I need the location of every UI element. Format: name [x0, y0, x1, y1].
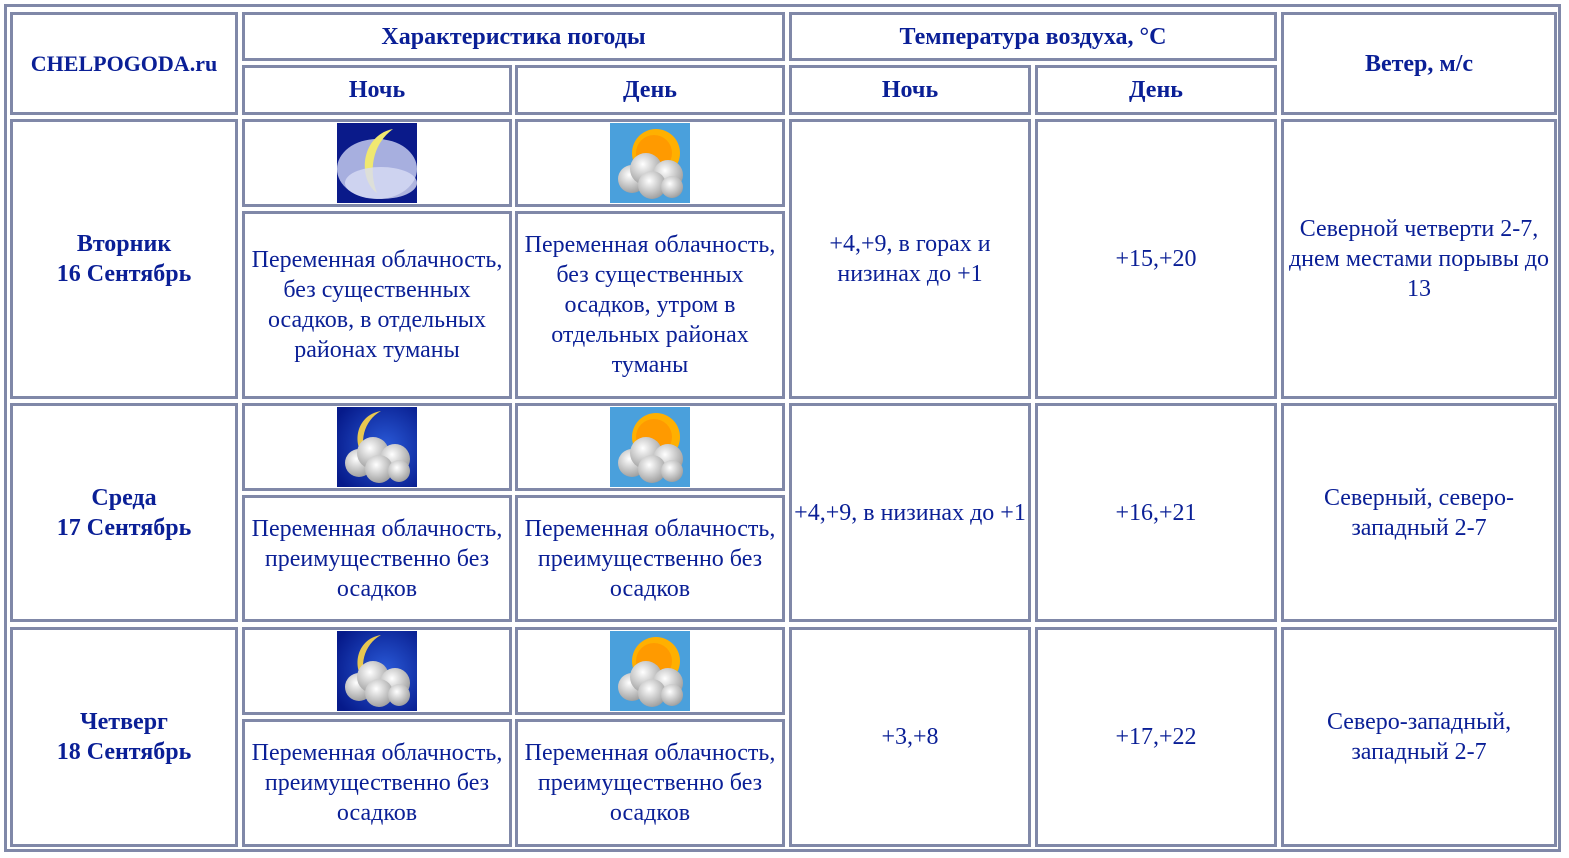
site-name: CHELPOGODA.ru [30, 50, 218, 76]
wind-text: Северо-западный, западный 2-7 [1326, 709, 1512, 765]
header-weather-day [515, 65, 785, 115]
moon-cloud-icon [337, 407, 417, 487]
date-cell [10, 627, 238, 847]
night-icon-cell [242, 627, 512, 715]
night-icon-cell [242, 119, 512, 207]
day-description [515, 495, 785, 622]
day-description-text: Переменная облачность, преимущественно без осадков [524, 515, 776, 602]
night-description-text: Переменная облачность, преимущественно без осадков [251, 515, 503, 602]
wind-text: Северный, северо-западный 2-7 [1323, 484, 1515, 541]
header-weather-char [242, 12, 785, 61]
night-description [242, 495, 512, 622]
day-description [515, 719, 785, 847]
header-day-label: День [623, 77, 677, 103]
day-description-text: Переменная облачность, преимущественно без осадков [524, 740, 776, 826]
wind [1281, 119, 1557, 399]
temp-day [1035, 403, 1277, 622]
day-icon-cell [515, 627, 785, 715]
temp-day-text: +16,+21 [1115, 499, 1197, 526]
header-night-label: Ночь [881, 77, 939, 103]
date: 17 Сентябрь [56, 514, 192, 541]
night-description-text: Переменная облачность, без существенных осадков, в отдельных районах туманы [251, 247, 503, 363]
temp-night-text: +3,+8 [881, 724, 939, 750]
wind [1281, 627, 1557, 847]
header-weather-night [242, 65, 512, 115]
date: 18 Сентябрь [56, 739, 192, 765]
wind [1281, 403, 1557, 622]
temp-day-text: +17,+22 [1115, 724, 1197, 750]
header-temp-day [1035, 65, 1277, 115]
header-night-label: Ночь [348, 77, 406, 103]
date-cell [10, 119, 238, 399]
header-day-label: День [1129, 77, 1183, 103]
sun-cloud-icon [610, 631, 690, 711]
header-wind-label: Ветер, м/с [1364, 50, 1474, 77]
temp-night-text: +4,+9, в горах и низинах до +1 [829, 231, 991, 287]
temp-day-text: +15,+20 [1115, 246, 1197, 272]
weekday: Среда [91, 484, 157, 511]
day-description [515, 211, 785, 399]
weekday: Вторник [76, 231, 172, 257]
temp-night [789, 403, 1031, 622]
temp-night [789, 627, 1031, 847]
wind-text: Северной четверти 2-7, днем местами порывы до 13 [1288, 216, 1550, 302]
header-air-temp [789, 12, 1277, 61]
temp-day [1035, 119, 1277, 399]
day-description-text: Переменная облачность, без существенных осадков, утром в отдельных районах туманы [524, 232, 776, 378]
header-wind [1281, 12, 1557, 115]
day-icon-cell [515, 119, 785, 207]
date: 16 Сентябрь [56, 261, 192, 287]
night-description-text: Переменная облачность, преимущественно без осадков [251, 740, 503, 826]
site-logo [10, 12, 238, 115]
weekday: Четверг [80, 709, 168, 735]
day-icon-cell [515, 403, 785, 491]
header-weather-char-label: Характеристика погоды [381, 23, 646, 50]
moon-cloud-fog-icon [337, 123, 417, 203]
night-icon-cell [242, 403, 512, 491]
header-temp-night [789, 65, 1031, 115]
sun-cloud-icon [610, 123, 690, 203]
temp-night [789, 119, 1031, 399]
header-air-temp-label: Температура воздуха, °C [899, 23, 1167, 50]
temp-night-text: +4,+9, в низинах до +1 [794, 499, 1026, 526]
temp-day [1035, 627, 1277, 847]
sun-cloud-icon [610, 407, 690, 487]
date-cell [10, 403, 238, 622]
night-description [242, 719, 512, 847]
moon-cloud-icon [337, 631, 417, 711]
night-description [242, 211, 512, 399]
